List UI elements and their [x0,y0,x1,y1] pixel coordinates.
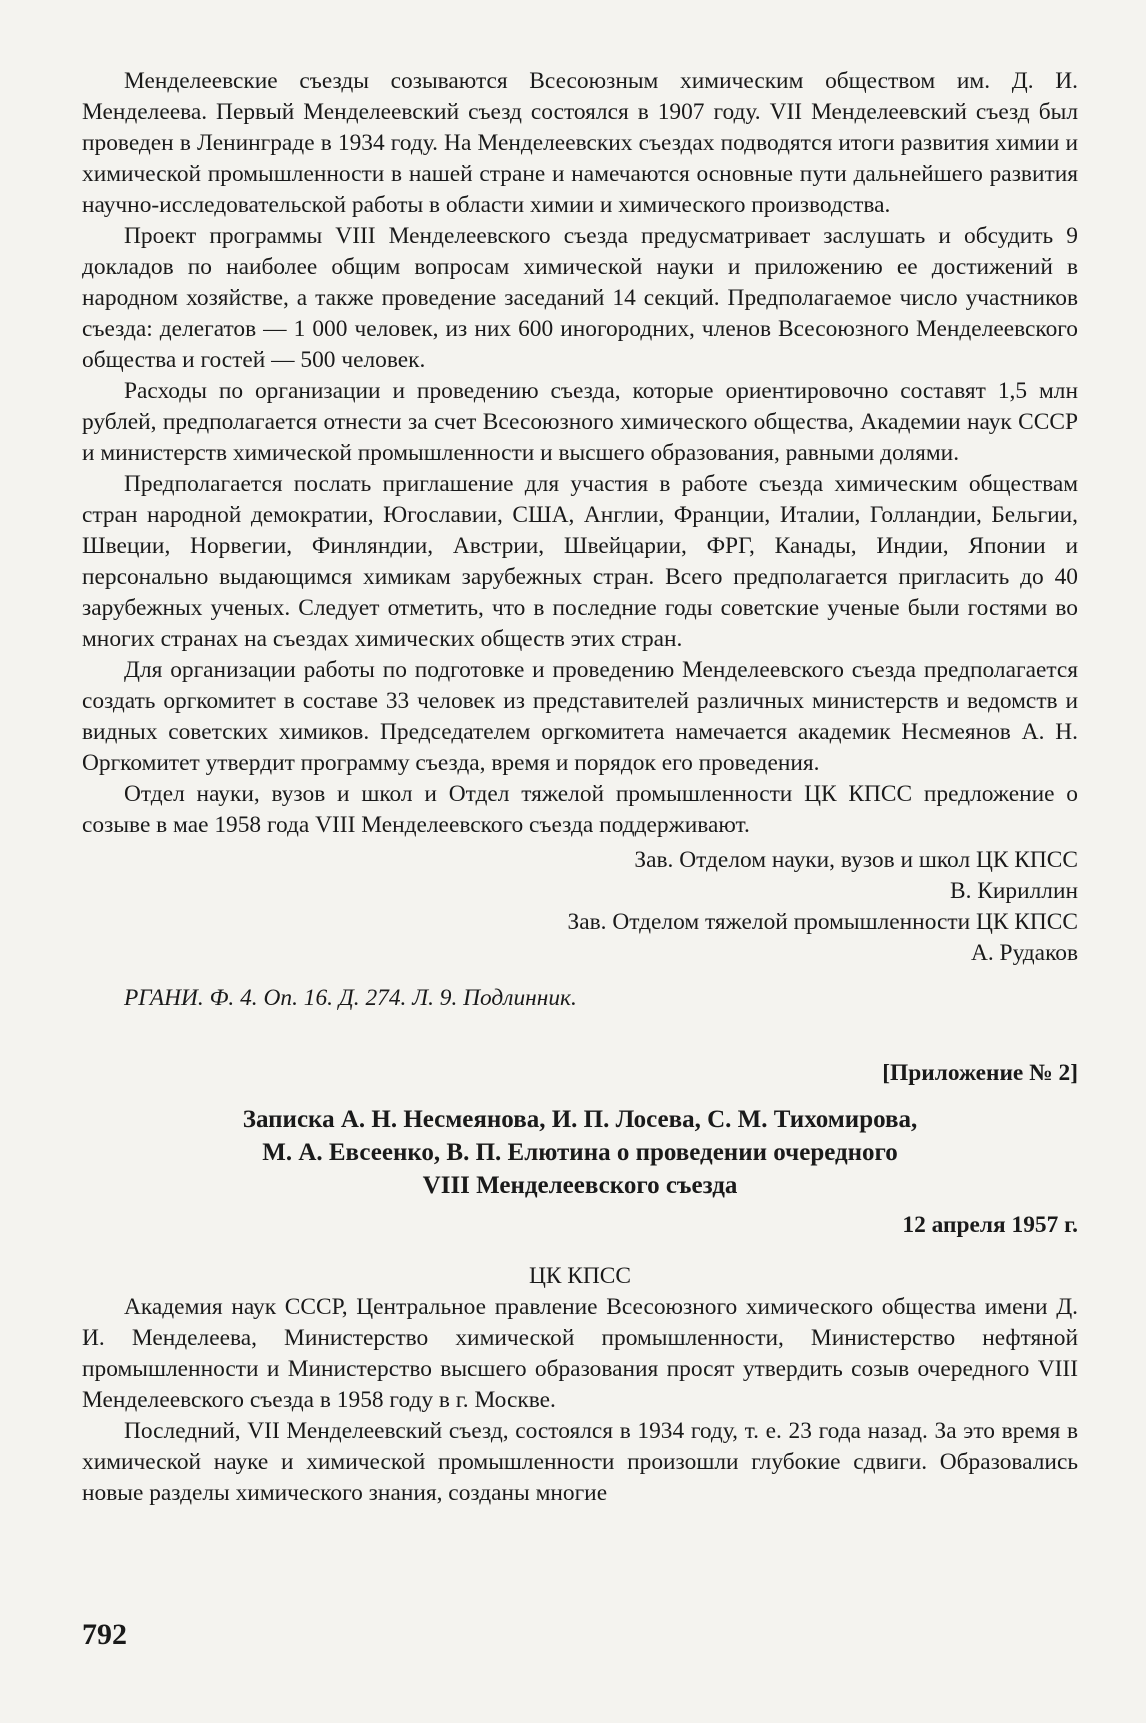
addressee: ЦК КПСС [528,1263,632,1289]
signature-name: В. Кириллин [949,878,1078,904]
paragraph: Расходы по организации и проведению съезда, которые ориентировочно составят 1,5 млн рублей, предполагается отнести за счет Всесоюзного химического общества, Академии наук СССР и министерств химической промышленности и высшего образования, равными долями. [82,378,1078,466]
document-title [82,1103,1078,1202]
paragraph: Для организации работы по подготовке и проведению Менделеевского съезда предполагается создать оргкомитет в составе 33 человек из представителей различных министерств и ведомств и видных советских химиков. Председателем оргкомитета намечается академик Несмеянов А. Н. Оргкомитет утвердит программу съезда, время и порядок его проведения. [82,657,1078,776]
document-page [82,66,1078,1509]
appendix-label: [Приложение № 2] [882,1060,1078,1086]
title-line: Записка А. Н. Несмеянова, И. П. Лосева, С. М. Тихомирова, [242,1106,918,1133]
title-line: М. А. Евсеенко, В. П. Елютина о проведении очередного [262,1139,898,1166]
paragraph: Академия наук СССР, Центральное правление Всесоюзного химического общества имени Д. И. Менделеева, Министерство химической промышленности, Министерство нефтяной промышленности и Министерство высшего образования просят утвердить созыв очередного VIII Менделеевского съезда в 1958 году в г. Москве. [82,1294,1078,1413]
signature-title: Зав. Отделом науки, вузов и школ ЦК КПСС [634,847,1078,873]
signature-name: А. Рудаков [970,940,1078,966]
archive-source-note: РГАНИ. Ф. 4. Оп. 16. Д. 274. Л. 9. Подлинник. [124,985,577,1011]
signature-title: Зав. Отделом тяжелой промышленности ЦК КПСС [567,909,1078,935]
paragraph: Предполагается послать приглашение для участия в работе съезда химическим обществам стран народной демократии, Югославии, США, Англии, Франции, Италии, Голландии, Бельгии, Швеции, Норвегии, Финляндии, Австрии, Швейцарии, ФРГ, Канады, Индии, Японии и персонально выдающимся химикам зарубежных стран. Всего предполагается пригласить до 40 зарубежных ученых. Следует отметить, что в последние годы советские ученые были гостями во многих странах на съездах химических обществ этих стран. [82,471,1078,652]
page-number: 792 [82,1618,127,1651]
paragraph: Последний, VII Менделеевский съезд, состоялся в 1934 году, т. е. 23 года назад. За это время в химической науке и химической промышленности произошли глубокие сдвиги. Образовались новые разделы химического знания, созданы многие [82,1418,1078,1506]
signature-block [82,845,1078,969]
paragraph: Менделеевские съезды созываются Всесоюзным химическим обществом им. Д. И. Менделеева. Первый Менделеевский съезд состоялся в 1907 году. VII Менделеевский съезд был проведен в Ленинграде в 1934 году. На Менделеевских съездах подводятся итоги развития химии и химической промышленности в нашей стране и намечаются основные пути дальнейшего развития научно-исследовательской работы в области химии и химического производства. [82,68,1078,218]
document-date: 12 апреля 1957 г. [902,1212,1078,1238]
title-line: VIII Менделеевского съезда [422,1172,738,1199]
paragraph: Проект программы VIII Менделеевского съезда предусматривает заслушать и обсудить 9 докладов по наиболее общим вопросам химической науки и приложению ее достижений в народном хозяйстве, а также проведение заседаний 14 секций. Предполагаемое число участников съезда: делегатов — 1 000 человек, из них 600 иногородних, членов Всесоюзного Менделеевского общества и гостей — 500 человек. [82,223,1078,373]
paragraph: Отдел науки, вузов и школ и Отдел тяжелой промышленности ЦК КПСС предложение о созыве в мае 1958 года VIII Менделеевского съезда поддерживают. [82,781,1078,838]
